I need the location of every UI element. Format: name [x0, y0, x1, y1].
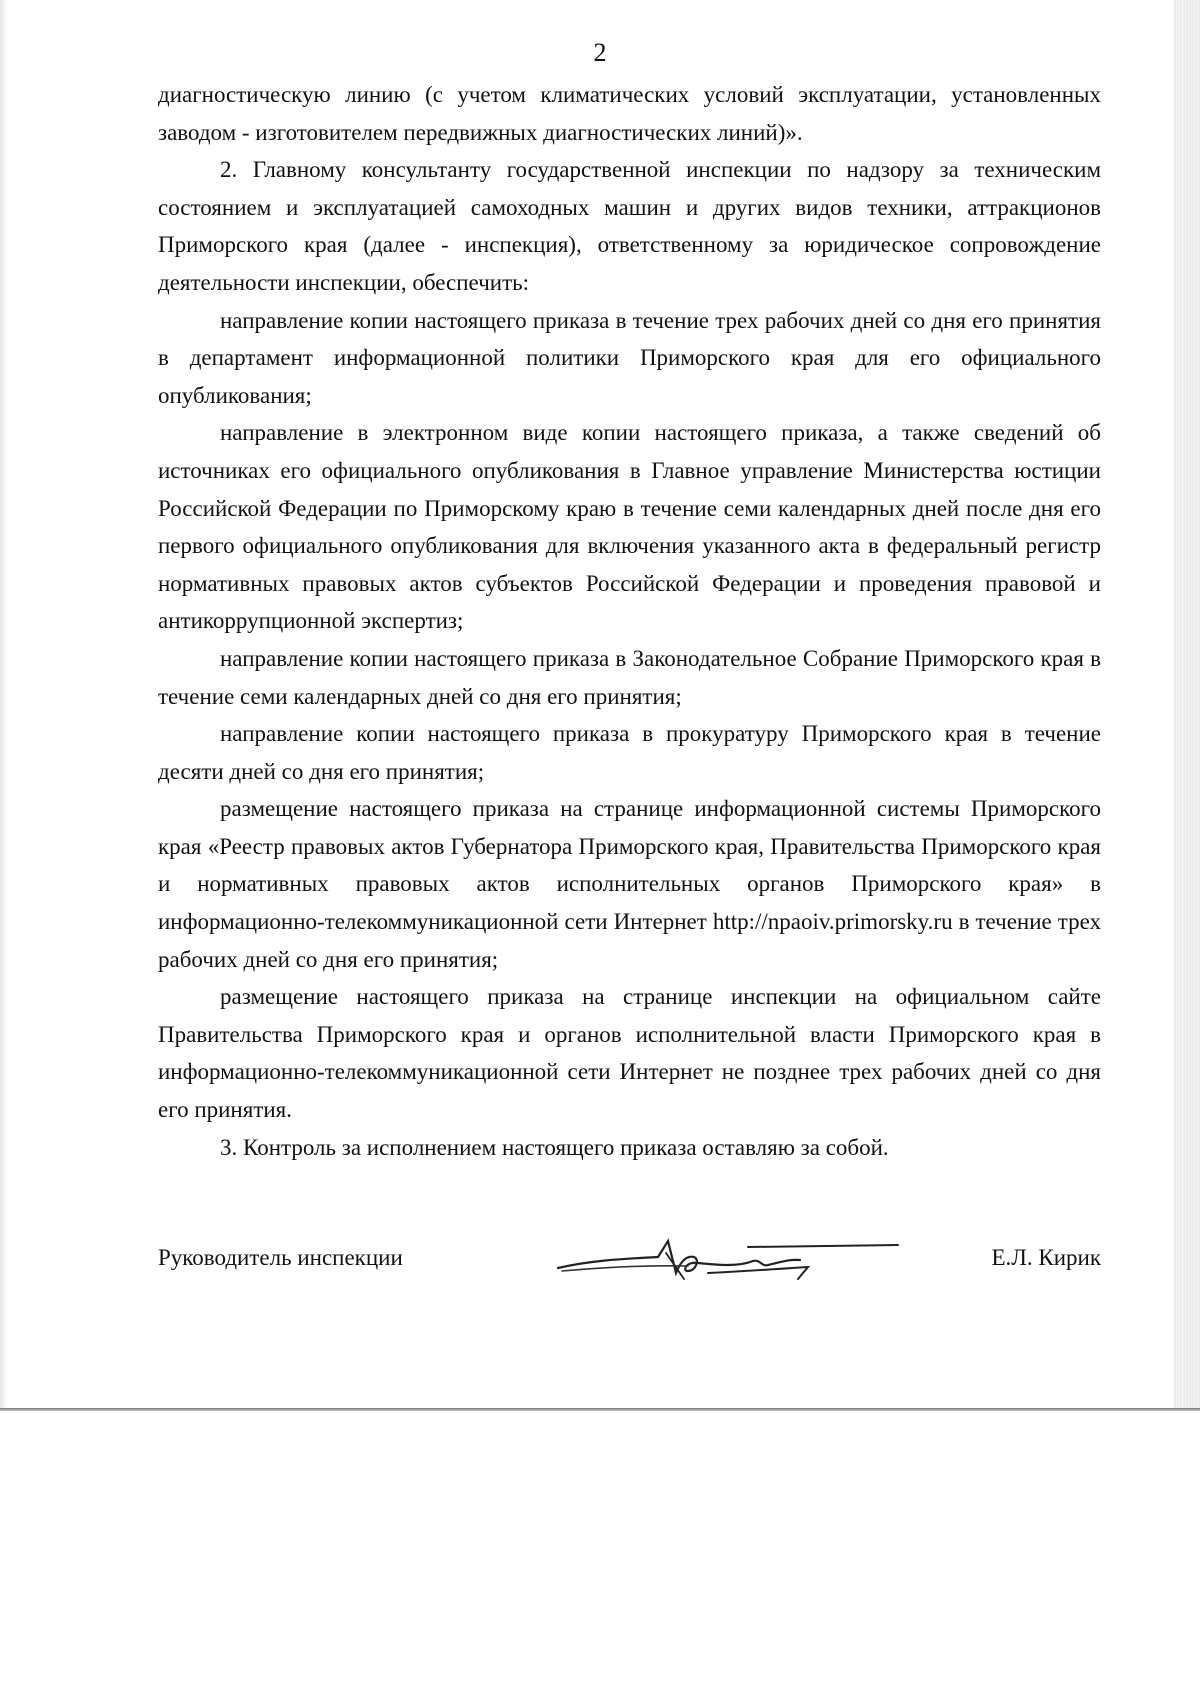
paragraph-prosecutor: направление копии настоящего приказа в прокуратуру Приморского края в течение десяти дней со дня его принятия; [158, 721, 1101, 784]
page-number: 2 [593, 38, 607, 67]
paragraph-continuation: диагностическую линию (с учетом климатических условий эксплуатации, установленных заводом - изготовителем передвижных диагностических линий)». [158, 82, 1101, 145]
signatory-name: Е.Л. Кирик [991, 1245, 1101, 1270]
document-body [158, 76, 1101, 1166]
paragraph-legislative-assembly: направление копии настоящего приказа в Законодательное Собрание Приморского края в течение семи календарных дней со дня его принятия; [158, 645, 1101, 709]
signature-block [158, 1233, 1101, 1293]
page-bottom-edge [0, 1408, 1200, 1411]
signatory-role: Руководитель инспекции [158, 1245, 403, 1270]
scan-edge-left [0, 0, 8, 1410]
paragraph-registry: размещение настоящего приказа на странице информационной системы Приморского края «Реестр правовых актов Губернатора Приморского края, Правительства Приморского края и нормативных правовых актов исполнительных органов Приморского края» в информационно-телекоммуникационной сети Интернет http://npaoiv.primorsky.ru в течение трех рабочих дней со дня его принятия; [158, 796, 1101, 972]
paragraph-official-site: размещение настоящего приказа на странице инспекции на официальном сайте Правительства Приморского края и органов исполнительной власти Приморского края в информационно-телекоммуникационной сети Интернет не позднее трех рабочих дней со дня его принятия. [158, 984, 1101, 1123]
paragraph-ministry-justice: направление в электронном виде копии настоящего приказа, а также сведений об источниках его официального опубликования в Главное управление Министерства юстиции Российской Федерации по Приморскому краю в течение семи календарных дней после дня его первого официального опубликования для включения указанного акта в федеральный регистр нормативных правовых актов субъектов Российской Федерации и проведения правовой и антикоррупционной экспертиз; [158, 420, 1101, 634]
scan-edge-right [1174, 0, 1200, 1410]
paragraph-item-2: 2. Главному консультанту государственной инспекции по надзору за техническим состоянием и эксплуатацией самоходных машин и других видов техники, аттракционов Приморского края (далее - инспекция), ответственному за юридическое сопровождение деятельности инспекции, обеспечить: [158, 157, 1101, 295]
handwritten-signature [548, 1233, 928, 1293]
paragraph-item-3: 3. Контроль за исполнением настоящего приказа оставляю за собой. [220, 1134, 889, 1160]
paragraph-publication: направление копии настоящего приказа в течение трех рабочих дней со дня его принятия в департамент информационной политики Приморского края для его официального опубликования; [158, 307, 1101, 408]
